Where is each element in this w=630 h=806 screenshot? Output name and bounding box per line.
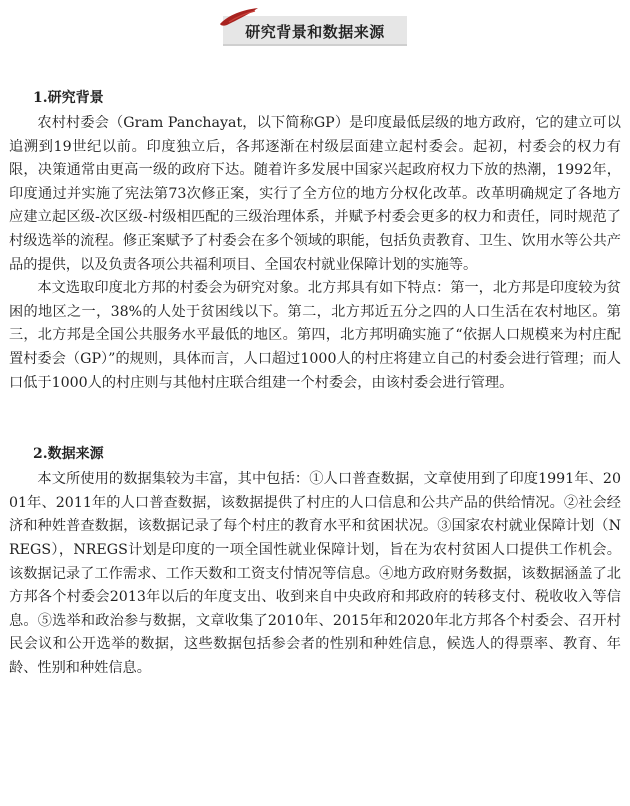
article-body <box>9 86 621 680</box>
section-heading: 2.数据来源 <box>33 446 104 463</box>
section-title-banner <box>223 12 407 46</box>
section-data-sources <box>9 442 621 680</box>
paragraph: 农村村委会（Gram Panchayat，以下简称GP）是印度最低层级的地方政府，它的建立可以追溯到19世纪以前。印度独立后，各邦逐渐在村级层面建立起村委会。起初，村委会的权力有限，决策通常由更高一级的政府下达。随着许多发展中国家兴起政府权力下放的热潮，1992年，印度通过并实施了宪法第73次修正案，实行了全方位的地方分权化改革。改革明确规定了各地方应建立起区级-次区级-村级相匹配的三级治理体系，并赋予村委会更多的权力和责任，同时规范了村级选举的流程。修正案赋予了村委会在多个领域的职能，包括负责教育、卫生、饮用水等公共产品的提供，以及负责各项公共福利项目、全国农村就业保障计划的实施等。 <box>9 115 621 273</box>
brush-stroke-icon <box>217 6 261 30</box>
section-heading: 1.研究背景 <box>33 90 104 106</box>
paragraph: 本文所使用的数据集较为丰富，其中包括：①人口普查数据，文章使用到了印度1991年、2001年、2011年的人口普查数据，该数据提供了村庄的人口信息和公共产品的供给情况。②社会经济和种姓普查数据，该数据记录了每个村庄的教育水平和贫困状况。③国家农村就业保障计划（NREGS），NREGS计划是印度的一项全国性就业保障计划，旨在为农村贫困人口提供工作机会。该数据记录了工作需求、工作天数和工资支付情况等信息。④地方政府财务数据，该数据涵盖了北方邦各个村委会2013年以后的年度支出、收到来自中央政府和邦政府的转移支付、税收收入等信息。⑤选举和政治参与数据，文章收集了2010年、2015年和2020年北方邦各个村委会、召开村民会议和公开选举的数据，这些数据包括参会者的性别和种姓信息，候选人的得票率、教育、年龄、性别和种姓信息。 <box>9 471 621 676</box>
section-spacer <box>9 395 621 442</box>
section-research-background <box>9 86 621 395</box>
page-title: 研究背景和数据来源 <box>245 22 385 41</box>
paragraph: 本文选取印度北方邦的村委会为研究对象。北方邦具有如下特点：第一，北方邦是印度较为贫困的地区之一，38%的人处于贫困线以下。第二，北方邦近五分之四的人口生活在农村地区。第三，北方邦是全国公共服务水平最低的地区。第四，北方邦明确实施了“依据人口规模来为村庄配置村委会（GP）”的规则，具体而言，人口超过1000人的村庄将建立自己的村委会进行管理；而人口低于1000人的村庄则与其他村庄联合组建一个村委会，由该村委会进行管理。 <box>9 280 621 391</box>
